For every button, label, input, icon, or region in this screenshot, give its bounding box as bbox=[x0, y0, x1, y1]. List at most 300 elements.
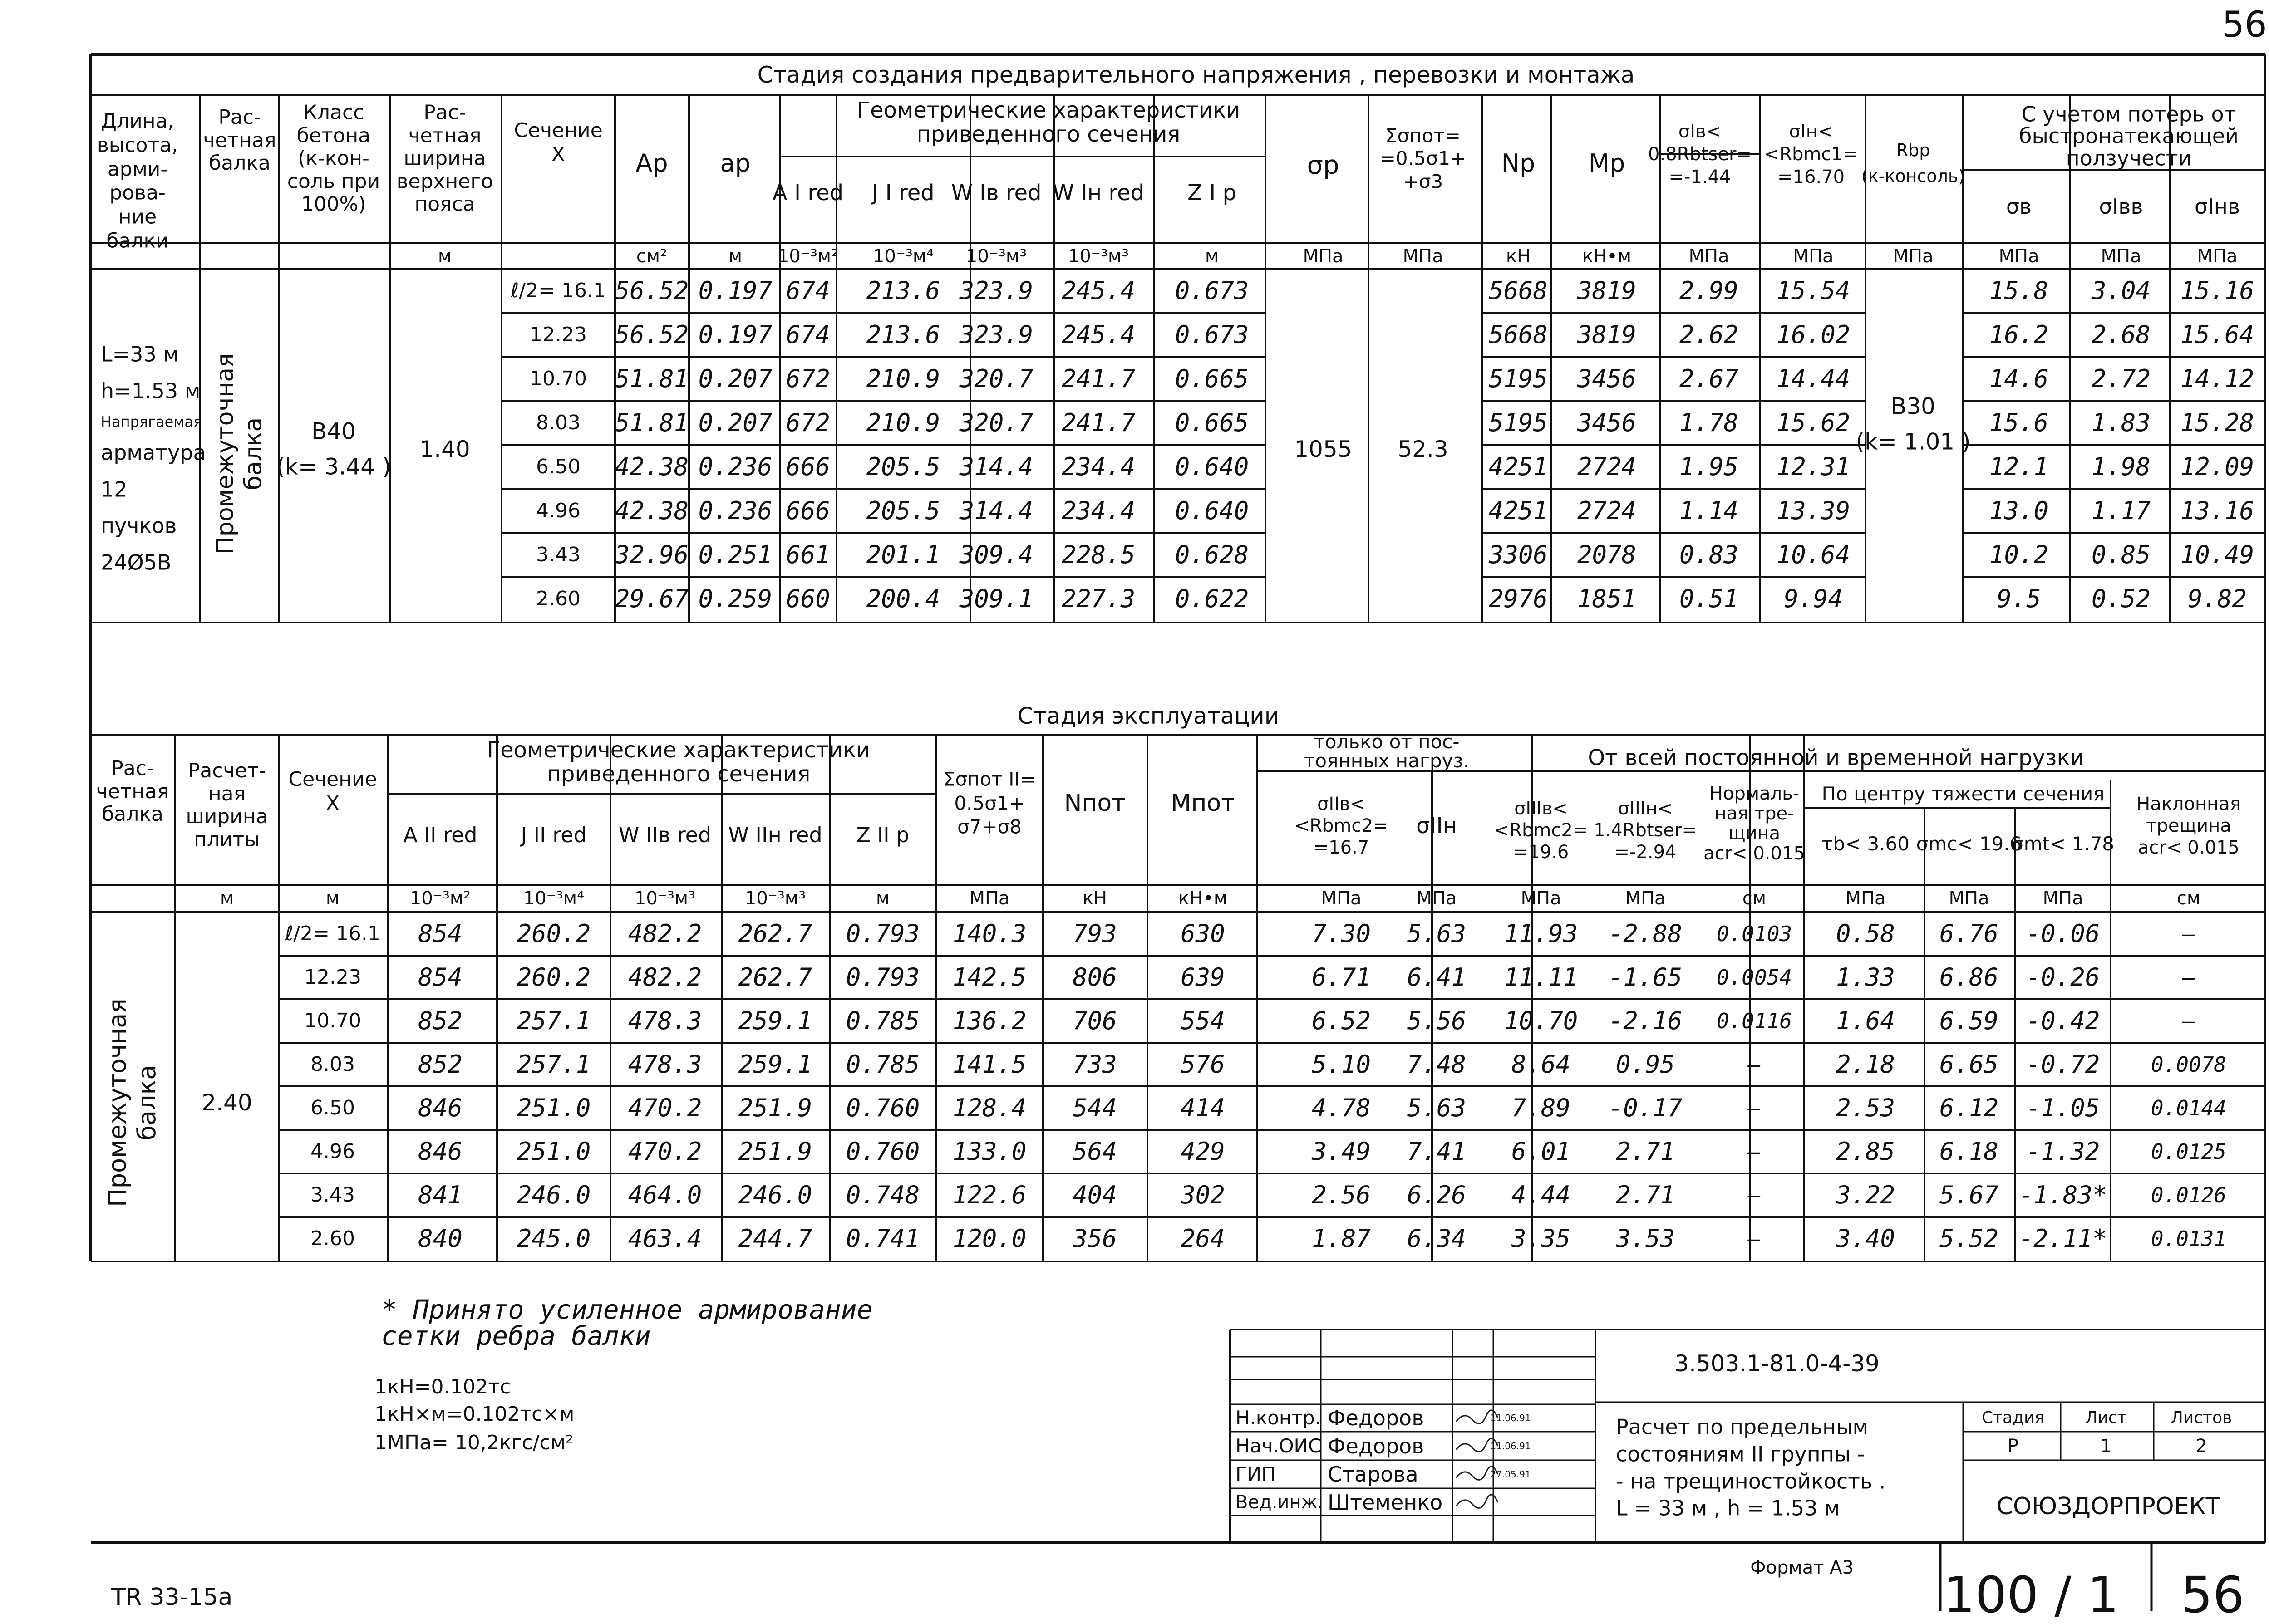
top-row-2-cell: 245.4 bbox=[1061, 320, 1136, 349]
top-row-3-cell: 14.12 bbox=[2180, 364, 2254, 393]
page-number: 56 bbox=[2181, 1566, 2244, 1624]
top-row-7-cell: 0.628 bbox=[1175, 540, 1249, 569]
bottom-row-2-cell: 6.41 bbox=[1407, 963, 1467, 991]
bottom-row-1-cell: — bbox=[2182, 922, 2195, 946]
top-row-1-cell: 2.99 bbox=[1679, 276, 1739, 305]
bottom-row-4-cell: 259.1 bbox=[738, 1050, 812, 1079]
role-head-ois: Нач.ОИС bbox=[1235, 1435, 1322, 1457]
top-row-8-cell: 660 bbox=[786, 584, 830, 613]
b-header-mpot: Mпот bbox=[1171, 790, 1235, 817]
unit-cell: кН•м bbox=[1582, 246, 1632, 267]
unit-cell: МПа bbox=[1521, 888, 1561, 909]
top-row-6-cell: 666 bbox=[786, 496, 830, 525]
top-row-7-cell: 10.64 bbox=[1776, 540, 1851, 569]
header-sigma-p: σp bbox=[1307, 151, 1339, 180]
b-header-perm-h: σIIн bbox=[1416, 813, 1457, 839]
bottom-row-7-cell: 5.67 bbox=[1939, 1181, 1999, 1209]
bottom-row-2-cell: 854 bbox=[418, 963, 463, 991]
header-w-b-red: W Iв red bbox=[951, 180, 1042, 206]
top-row-7-cell: 0.83 bbox=[1679, 540, 1739, 569]
b-header-w-b-red: W IIв red bbox=[618, 823, 712, 847]
unit-cell: 10⁻³м³ bbox=[965, 246, 1027, 267]
top-row-4-cell: 51.81 bbox=[615, 408, 689, 437]
bottom-row-8-cell: 5.52 bbox=[1939, 1224, 1999, 1253]
beam-parameter-line: 24Ø5В bbox=[101, 550, 172, 574]
top-row-8-cell: 29.67 bbox=[615, 584, 689, 613]
bottom-row-1-cell: 0.0103 bbox=[1716, 922, 1792, 946]
unit-cell: м bbox=[728, 246, 743, 267]
bottom-row-5-cell: 4.78 bbox=[1311, 1094, 1371, 1122]
top-row-4-cell: 15.28 bbox=[2180, 408, 2254, 437]
bottom-row-2-cell: 11.11 bbox=[1504, 963, 1578, 991]
bottom-row-8-cell: 6.34 bbox=[1407, 1224, 1467, 1253]
bottom-row-6-cell: 429 bbox=[1181, 1137, 1225, 1166]
top-row-7-cell: 10.2 bbox=[1989, 540, 2049, 569]
top-row-2-cell: 15.64 bbox=[2180, 320, 2254, 349]
bottom-row-4-cell: — bbox=[1748, 1052, 1761, 1077]
top-sum-sigma: 52.3 bbox=[1398, 436, 1448, 462]
top-row-6-cell: 4.96 bbox=[536, 499, 581, 522]
bottom-row-3-cell: 706 bbox=[1073, 1006, 1117, 1035]
top-row-5-cell: 205.5 bbox=[866, 452, 940, 481]
top-row-8-cell: 0.622 bbox=[1175, 584, 1249, 613]
top-row-3-cell: 5195 bbox=[1488, 364, 1548, 393]
bottom-row-4-cell: 0.0078 bbox=[2151, 1052, 2227, 1077]
unit-cell: 10⁻³м⁴ bbox=[872, 246, 934, 267]
top-row-5-cell: 6.50 bbox=[536, 455, 581, 478]
header-sigma-h-check: σIн< <Rbmc1= =16.70 bbox=[1764, 121, 1858, 187]
top-row-1-cell: 5668 bbox=[1488, 276, 1548, 305]
top-row-7-cell: 3.43 bbox=[536, 543, 581, 566]
bottom-row-6-cell: 846 bbox=[418, 1137, 463, 1166]
top-row-5-cell: 0.640 bbox=[1175, 452, 1249, 481]
unit-cell: МПа bbox=[1949, 888, 1989, 909]
bottom-row-7-cell: 302 bbox=[1181, 1181, 1225, 1209]
b-header-smc: σmc< 19.6 bbox=[1916, 833, 2022, 855]
bottom-row-3-cell: 554 bbox=[1181, 1006, 1225, 1035]
b-header-sum-sigma: Σσпот II= 0.5σ1+ σ7+σ8 bbox=[943, 768, 1036, 838]
bottom-row-7-cell: 3.43 bbox=[310, 1183, 355, 1207]
top-row-4-cell: 1.78 bbox=[1679, 408, 1739, 437]
sheets-label: Листов bbox=[2171, 1408, 2232, 1427]
bottom-row-8-cell: — bbox=[1748, 1227, 1761, 1251]
bottom-row-6-cell: 0.0125 bbox=[2151, 1139, 2227, 1164]
unit-cell: МПа bbox=[2101, 246, 2141, 267]
bottom-row-3-cell: 10.70 bbox=[1504, 1006, 1578, 1035]
top-row-2-cell: 12.23 bbox=[530, 323, 587, 346]
bottom-row-3-cell: 0.0116 bbox=[1716, 1009, 1792, 1033]
name-3: Старова bbox=[1328, 1462, 1418, 1487]
bottom-row-3-cell: 10.70 bbox=[304, 1009, 361, 1032]
sheets-value: 2 bbox=[2195, 1436, 2207, 1457]
bottom-row-6-cell: 251.9 bbox=[738, 1137, 812, 1166]
top-row-6-cell: 1.14 bbox=[1679, 496, 1739, 525]
top-row-6-cell: 0.236 bbox=[698, 496, 773, 525]
header-sum-sigma: Σσпот= =0.5σ1+ +σ3 bbox=[1379, 124, 1467, 193]
bottom-row-8-cell: 0.741 bbox=[846, 1224, 920, 1253]
top-row-3-cell: 241.7 bbox=[1061, 364, 1136, 393]
beam-parameters bbox=[101, 336, 206, 581]
bottom-row-6-cell: 251.0 bbox=[517, 1137, 591, 1166]
bottom-row-1-cell: 262.7 bbox=[738, 919, 812, 948]
unit-cell: МПа bbox=[1321, 888, 1362, 909]
top-row-1-cell: 3819 bbox=[1577, 276, 1637, 305]
bottom-row-3-cell: 5.56 bbox=[1407, 1006, 1467, 1035]
bottom-row-2-cell: 0.0054 bbox=[1716, 965, 1792, 990]
top-row-3-cell: 14.6 bbox=[1989, 364, 2049, 393]
top-row-7-cell: 228.5 bbox=[1061, 540, 1136, 569]
top-row-2-cell: 323.9 bbox=[959, 320, 1034, 349]
top-row-1-cell: 0.673 bbox=[1175, 276, 1249, 305]
bottom-row-7-cell: 0.0126 bbox=[2151, 1183, 2227, 1207]
top-row-7-cell: 10.49 bbox=[2180, 540, 2254, 569]
top-row-2-cell: 2.62 bbox=[1679, 320, 1739, 349]
top-row-4-cell: 15.6 bbox=[1989, 408, 2049, 437]
bottom-row-5-cell: — bbox=[1748, 1096, 1761, 1120]
beam-parameter-line: Напрягаемая bbox=[101, 413, 202, 431]
bottom-row-6-cell: 0.760 bbox=[846, 1137, 920, 1166]
top-sigma-p: 1055 bbox=[1294, 436, 1352, 462]
unit-cell: МПа bbox=[1893, 246, 1934, 267]
b-header-z-p: Z II p bbox=[856, 823, 910, 847]
top-row-1-cell: ℓ/2= 16.1 bbox=[511, 279, 606, 302]
bottom-row-5-cell: 0.760 bbox=[846, 1094, 920, 1122]
top-row-2-cell: 674 bbox=[786, 320, 830, 349]
top-row-7-cell: 0.251 bbox=[698, 540, 773, 569]
role-norm-control: Н.контр. bbox=[1235, 1407, 1321, 1429]
header-flange-width: Рас- четная ширина верхнего пояса bbox=[396, 101, 493, 216]
bottom-row-3-cell: 6.59 bbox=[1939, 1006, 1999, 1035]
unit-cell: 10⁻³м³ bbox=[1068, 246, 1129, 267]
bottom-row-2-cell: 1.33 bbox=[1836, 963, 1895, 991]
bottom-row-1-cell: 793 bbox=[1073, 919, 1117, 948]
top-row-3-cell: 0.665 bbox=[1175, 364, 1249, 393]
top-row-2-cell: 56.52 bbox=[615, 320, 689, 349]
bottom-row-2-cell: 6.71 bbox=[1311, 963, 1371, 991]
bottom-row-4-cell: 733 bbox=[1073, 1050, 1117, 1079]
top-row-1-cell: 0.197 bbox=[698, 276, 773, 305]
bottom-row-3-cell: 259.1 bbox=[738, 1006, 812, 1035]
bottom-row-5-cell: 2.53 bbox=[1836, 1094, 1895, 1122]
top-row-4-cell: 0.207 bbox=[698, 408, 773, 437]
bottom-row-1-cell: 140.3 bbox=[952, 919, 1027, 948]
top-row-7-cell: 32.96 bbox=[615, 540, 689, 569]
header-section: Сечение X bbox=[514, 119, 603, 166]
unit-cell: МПа bbox=[1845, 888, 1886, 909]
top-row-1-cell: 674 bbox=[786, 276, 830, 305]
bottom-row-1-cell: -0.06 bbox=[2026, 919, 2100, 948]
bottom-row-6-cell: 6.01 bbox=[1511, 1137, 1571, 1166]
top-row-6-cell: 13.16 bbox=[2180, 496, 2254, 525]
signature-4 bbox=[1456, 1495, 1498, 1508]
top-section-title: Стадия создания предварительного напряжения , перевозки и монтажа bbox=[757, 62, 1635, 88]
top-row-5-cell: 42.38 bbox=[615, 452, 689, 481]
top-row-1-cell: 213.6 bbox=[866, 276, 940, 305]
b-header-crack-inclined: Наклонная трещина acr< 0.015 bbox=[2136, 794, 2241, 858]
beam-parameter-line: L=33 м bbox=[101, 342, 179, 367]
unit-cell: см bbox=[2176, 888, 2201, 909]
header-a-p: ap bbox=[720, 149, 751, 177]
top-row-4-cell: 320.7 bbox=[959, 408, 1034, 437]
top-row-6-cell: 205.5 bbox=[866, 496, 940, 525]
header-w-h-red: W Iн red bbox=[1052, 180, 1145, 206]
bottom-row-4-cell: 141.5 bbox=[952, 1050, 1027, 1079]
header-concrete-class: Класс бетона (к-кон- соль при 100%) bbox=[287, 101, 380, 216]
role-gip: ГИП bbox=[1235, 1463, 1276, 1485]
unit-cell: МПа bbox=[1793, 246, 1834, 267]
top-row-8-cell: 0.51 bbox=[1679, 584, 1739, 613]
bottom-row-4-cell: 6.65 bbox=[1939, 1050, 1999, 1079]
bottom-row-1-cell: 482.2 bbox=[628, 919, 702, 948]
b-header-crack-normal: Нормаль- ная тре- щина acr< 0.015 bbox=[1703, 783, 1805, 864]
bottom-row-2-cell: — bbox=[2182, 965, 2195, 990]
unit-cell: 10⁻³м³ bbox=[634, 888, 696, 909]
header-mp: Mp bbox=[1588, 149, 1625, 177]
b-header-full-load: От всей постоянной и временной нагрузки bbox=[1588, 745, 2084, 770]
b-header-w-h-red: W IIн red bbox=[728, 823, 822, 847]
top-row-5-cell: 4251 bbox=[1488, 452, 1548, 481]
unit-cell: кН•м bbox=[1178, 888, 1228, 909]
bottom-row-2-cell: 12.23 bbox=[304, 966, 361, 989]
top-row-7-cell: 661 bbox=[786, 540, 830, 569]
top-row-4-cell: 672 bbox=[786, 408, 830, 437]
unit-cell: м bbox=[325, 888, 340, 909]
unit-cell: 10⁻³м² bbox=[409, 888, 471, 909]
unit-cell: МПа bbox=[2043, 888, 2083, 909]
date-2: 11.06.91 bbox=[1490, 1441, 1531, 1452]
document-code: 3.503.1-81.0-4-39 bbox=[1674, 1350, 1880, 1377]
unit-cell: см bbox=[1742, 888, 1767, 909]
top-row-4-cell: 8.03 bbox=[536, 411, 581, 434]
unit-cell: м bbox=[220, 888, 234, 909]
top-row-5-cell: 12.1 bbox=[1989, 452, 2049, 481]
b-header-npot: Nпот bbox=[1064, 790, 1126, 817]
top-row-8-cell: 1851 bbox=[1577, 584, 1637, 613]
bottom-row-7-cell: 6.26 bbox=[1407, 1181, 1467, 1209]
bottom-row-8-cell: 244.7 bbox=[738, 1224, 812, 1253]
header-losses: С учетом потерь от быстронатекающей ползучести bbox=[2019, 102, 2239, 171]
top-row-5-cell: 666 bbox=[786, 452, 830, 481]
bottom-width: 2.40 bbox=[202, 1089, 252, 1116]
bottom-row-7-cell: 122.6 bbox=[952, 1181, 1027, 1209]
bottom-row-4-cell: 0.95 bbox=[1615, 1050, 1675, 1079]
bottom-row-4-cell: 478.3 bbox=[628, 1050, 702, 1079]
bottom-row-2-cell: 806 bbox=[1073, 963, 1117, 991]
b-header-smt: σmt< 1.78 bbox=[2011, 833, 2115, 855]
bottom-row-6-cell: 2.85 bbox=[1836, 1137, 1895, 1166]
top-row-1-cell: 15.54 bbox=[1776, 276, 1851, 305]
top-row-3-cell: 2.67 bbox=[1679, 364, 1739, 393]
name-1: Федоров bbox=[1328, 1406, 1424, 1430]
bottom-row-8-cell: 264 bbox=[1181, 1224, 1225, 1253]
bottom-row-3-cell: — bbox=[2182, 1009, 2195, 1033]
top-row-8-cell: 2976 bbox=[1488, 584, 1548, 613]
unit-cell: МПа bbox=[1303, 246, 1344, 267]
top-row-8-cell: 9.82 bbox=[2187, 584, 2247, 613]
bottom-beam-name: Промежуточная балка bbox=[103, 998, 161, 1207]
b-header-section: Сечение X bbox=[288, 768, 377, 815]
top-row-3-cell: 14.44 bbox=[1776, 364, 1851, 393]
bottom-row-4-cell: 852 bbox=[418, 1050, 463, 1079]
header-sigma-nv: σIнв bbox=[2195, 194, 2240, 219]
header-sigma-b-check: σIв< 0.8Rbtser= =-1.44 bbox=[1648, 121, 1752, 187]
top-row-2-cell: 213.6 bbox=[866, 320, 940, 349]
bottom-row-4-cell: 8.64 bbox=[1511, 1050, 1571, 1079]
header-j-red: J I red bbox=[872, 180, 935, 206]
bottom-row-1-cell: 5.63 bbox=[1407, 919, 1467, 948]
top-row-6-cell: 2724 bbox=[1577, 496, 1637, 525]
top-row-4-cell: 5195 bbox=[1488, 408, 1548, 437]
top-row-8-cell: 9.5 bbox=[1997, 584, 2041, 613]
bottom-row-2-cell: 262.7 bbox=[738, 963, 812, 991]
bottom-row-3-cell: 6.52 bbox=[1311, 1006, 1371, 1035]
header-sigma-v: σв bbox=[2006, 194, 2032, 219]
top-row-4-cell: 15.62 bbox=[1776, 408, 1851, 437]
bottom-row-8-cell: 356 bbox=[1073, 1224, 1117, 1253]
corner-number: 56 bbox=[2222, 5, 2267, 45]
bottom-row-3-cell: 478.3 bbox=[628, 1006, 702, 1035]
top-row-2-cell: 5668 bbox=[1488, 320, 1548, 349]
footnote: * Принято усиленное армирование сетки ребра балки bbox=[381, 1294, 873, 1351]
conversion-kn: 1кН=0.102тс bbox=[374, 1375, 511, 1398]
unit-cell: МПа bbox=[969, 888, 1010, 909]
top-row-4-cell: 210.9 bbox=[866, 408, 940, 437]
unit-cell: кН bbox=[1082, 888, 1107, 909]
bottom-row-6-cell: 4.96 bbox=[310, 1140, 355, 1163]
bottom-row-5-cell: 251.0 bbox=[517, 1094, 591, 1122]
bottom-row-7-cell: 404 bbox=[1073, 1181, 1117, 1209]
bottom-row-2-cell: 639 bbox=[1181, 963, 1225, 991]
bottom-row-2-cell: 482.2 bbox=[628, 963, 702, 991]
unit-cell: 10⁻³м⁴ bbox=[523, 888, 585, 909]
top-row-6-cell: 13.39 bbox=[1776, 496, 1851, 525]
top-row-1-cell: 323.9 bbox=[959, 276, 1034, 305]
top-row-4-cell: 0.665 bbox=[1175, 408, 1249, 437]
bottom-row-4-cell: 576 bbox=[1181, 1050, 1225, 1079]
unit-cell: МПа bbox=[2197, 246, 2238, 267]
document-description: Расчет по предельным состояниям II группы - - на трещиностойкость . L = 33 м , h = 1.53 м bbox=[1616, 1414, 1886, 1521]
header-a-red: A I red bbox=[772, 180, 844, 206]
organization: СОЮЗДОРПРОЕКТ bbox=[1996, 1493, 2220, 1520]
bottom-row-5-cell: 470.2 bbox=[628, 1094, 702, 1122]
stage-value: Р bbox=[2007, 1436, 2019, 1457]
bottom-row-8-cell: 2.60 bbox=[310, 1227, 355, 1250]
b-header-a-red: A II red bbox=[403, 823, 477, 847]
top-row-8-cell: 0.259 bbox=[698, 584, 773, 613]
bottom-row-3-cell: -2.16 bbox=[1608, 1006, 1683, 1035]
bottom-row-7-cell: — bbox=[1748, 1183, 1761, 1207]
date-3: 27.05.91 bbox=[1490, 1469, 1531, 1480]
archive-stamp: TR 33-15a bbox=[111, 1584, 233, 1611]
top-row-1-cell: 3.04 bbox=[2091, 276, 2151, 305]
top-row-6-cell: 4251 bbox=[1488, 496, 1548, 525]
top-row-3-cell: 320.7 bbox=[959, 364, 1034, 393]
unit-cell: м bbox=[438, 246, 452, 267]
bottom-row-8-cell: 463.4 bbox=[628, 1224, 702, 1253]
bottom-row-8-cell: 840 bbox=[418, 1224, 463, 1253]
unit-cell: МПа bbox=[1998, 246, 2039, 267]
top-row-6-cell: 1.17 bbox=[2091, 496, 2151, 525]
bottom-row-5-cell: 5.63 bbox=[1407, 1094, 1467, 1122]
unit-cell: МПа bbox=[1403, 246, 1443, 267]
bottom-row-6-cell: -1.32 bbox=[2026, 1137, 2100, 1166]
top-row-7-cell: 2078 bbox=[1577, 540, 1637, 569]
top-row-3-cell: 51.81 bbox=[615, 364, 689, 393]
top-row-3-cell: 10.70 bbox=[530, 367, 587, 390]
b-header-beam: Рас- четная балка bbox=[96, 757, 169, 826]
top-row-3-cell: 2.72 bbox=[2091, 364, 2151, 393]
bottom-row-4-cell: 2.18 bbox=[1836, 1050, 1895, 1079]
b-header-full-b: σIIIв< <Rbmc2= =19.6 bbox=[1494, 798, 1588, 863]
bottom-section-title: Стадия эксплуатации bbox=[1017, 703, 1280, 729]
b-header-width: Расчет- ная ширина плиты bbox=[186, 759, 268, 851]
unit-cell: кН bbox=[1506, 246, 1531, 267]
bottom-row-7-cell: 2.71 bbox=[1615, 1181, 1675, 1209]
bottom-row-5-cell: -0.17 bbox=[1608, 1094, 1683, 1122]
top-row-8-cell: 2.60 bbox=[536, 587, 581, 610]
conversion-mpa: 1МПа= 10,2кгс/см² bbox=[374, 1431, 574, 1454]
bottom-row-5-cell: 414 bbox=[1181, 1094, 1225, 1122]
bottom-row-2-cell: -1.65 bbox=[1608, 963, 1683, 991]
bottom-row-1-cell: 0.58 bbox=[1836, 919, 1895, 948]
bottom-row-7-cell: 246.0 bbox=[517, 1181, 591, 1209]
top-concrete: B40 (k= 3.44 ) bbox=[276, 418, 391, 480]
top-row-4-cell: 3456 bbox=[1577, 408, 1637, 437]
bottom-row-2-cell: 260.2 bbox=[517, 963, 591, 991]
bottom-row-5-cell: 6.50 bbox=[310, 1096, 355, 1119]
top-row-4-cell: 241.7 bbox=[1061, 408, 1136, 437]
header-sigma-vv: σIвв bbox=[2099, 194, 2143, 219]
bottom-row-5-cell: -1.05 bbox=[2026, 1094, 2100, 1122]
bottom-row-8-cell: 3.40 bbox=[1836, 1224, 1895, 1253]
bottom-row-8-cell: -2.11* bbox=[2018, 1224, 2107, 1253]
bottom-row-8-cell: 120.0 bbox=[952, 1224, 1027, 1253]
top-row-2-cell: 0.673 bbox=[1175, 320, 1249, 349]
unit-cell: МПа bbox=[1416, 888, 1457, 909]
bottom-row-3-cell: 136.2 bbox=[952, 1006, 1027, 1035]
bottom-row-3-cell: -0.42 bbox=[2026, 1006, 2100, 1035]
top-row-5-cell: 1.95 bbox=[1679, 452, 1739, 481]
top-row-2-cell: 16.02 bbox=[1776, 320, 1851, 349]
b-header-permanent: только от пос- тоянных нагруз. bbox=[1304, 731, 1470, 772]
b-header-centroid: По центру тяжести сечения bbox=[1821, 783, 2105, 805]
top-row-6-cell: 0.640 bbox=[1175, 496, 1249, 525]
bottom-row-1-cell: 11.93 bbox=[1504, 919, 1578, 948]
bottom-row-1-cell: 7.30 bbox=[1311, 919, 1371, 948]
top-row-1-cell: 15.16 bbox=[2180, 276, 2254, 305]
top-rbp: B30 (k= 1.01 ) bbox=[1856, 393, 1971, 455]
top-row-8-cell: 227.3 bbox=[1061, 584, 1136, 613]
b-header-tau: τb< 3.60 bbox=[1821, 833, 1910, 855]
bottom-row-1-cell: 854 bbox=[418, 919, 463, 948]
bottom-row-6-cell: 3.49 bbox=[1311, 1137, 1371, 1166]
bottom-row-7-cell: 2.56 bbox=[1311, 1181, 1371, 1209]
bottom-row-4-cell: -0.72 bbox=[2026, 1050, 2100, 1079]
bottom-row-7-cell: 464.0 bbox=[628, 1181, 702, 1209]
header-beam: Рас- четная балка bbox=[203, 106, 276, 175]
bottom-row-2-cell: 6.86 bbox=[1939, 963, 1999, 991]
unit-cell: 10⁻³м³ bbox=[744, 888, 806, 909]
top-row-7-cell: 201.1 bbox=[866, 540, 940, 569]
top-row-8-cell: 9.94 bbox=[1783, 584, 1843, 613]
bottom-row-6-cell: 6.18 bbox=[1939, 1137, 1999, 1166]
bottom-row-6-cell: 7.41 bbox=[1407, 1137, 1467, 1166]
role-lead-engineer: Вед.инж. bbox=[1235, 1492, 1324, 1513]
name-2: Федоров bbox=[1328, 1434, 1424, 1458]
bottom-row-8-cell: 0.0131 bbox=[2151, 1227, 2227, 1251]
date-1: 11.06.91 bbox=[1490, 1413, 1531, 1423]
top-row-5-cell: 12.09 bbox=[2180, 452, 2254, 481]
